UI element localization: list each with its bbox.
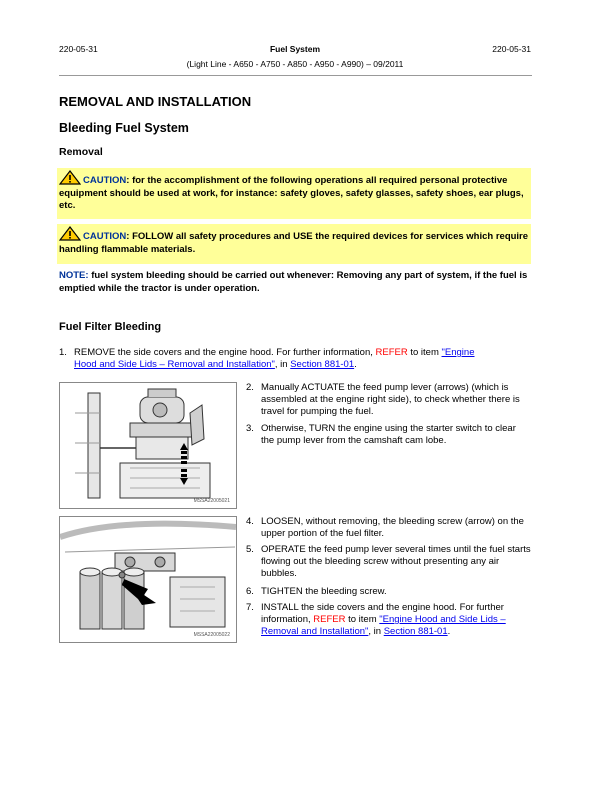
step-text-part: REMOVE the side covers and the engine hood. For further information, [74, 347, 376, 358]
note-label: NOTE: [59, 270, 89, 281]
step-text [74, 347, 534, 371]
step-text-part: , in [368, 626, 384, 637]
refer-keyword: REFER [375, 347, 408, 358]
step-text: TIGHTEN the bleeding screw. [261, 586, 387, 597]
caution-box-flammable [57, 224, 531, 264]
warning-triangle-icon [59, 170, 81, 185]
main-heading: REMOVAL AND INSTALLATION [59, 94, 252, 109]
section-881-01-link[interactable]: Section 881-01 [290, 359, 355, 370]
engine-hood-link[interactable]: "Engine [441, 347, 475, 358]
removal-heading: Removal [59, 146, 103, 158]
step-text-part: , in [274, 359, 291, 370]
step-number: 2. [246, 382, 254, 393]
step-number: 7. [246, 602, 254, 613]
header-divider [59, 75, 532, 76]
section-heading: Bleeding Fuel System [59, 121, 189, 135]
step-number: 3. [246, 423, 254, 434]
fuel-filter-illustration [60, 517, 236, 642]
header-subtitle: (Light Line - A650 - A750 - A850 - A950 - A990) – 09/2011 [186, 59, 404, 69]
step-text-part: . [354, 359, 357, 370]
step-text: OPERATE the feed pump lever several times until the fuel starts flowing out the bleeding screw without presenting any air bubbles. [261, 544, 531, 579]
header-left-code: 220-05-31 [59, 44, 98, 54]
step-text-part: . [447, 626, 451, 637]
section-881-01-link[interactable]: Section 881-01 [383, 626, 448, 637]
figure-code: MSSA22005021 [193, 498, 230, 504]
step-text-part: INSTALL the side covers and the engine hood. For further information, [261, 602, 504, 625]
step-number: 5. [246, 544, 254, 555]
step-text: Manually ACTUATE the feed pump lever (arrows) (which is assembled at the engine right side), to check whether there is travel for pumping the fuel. [261, 382, 520, 417]
note-paragraph [59, 270, 529, 295]
engine-hood-link[interactable]: "Engine Hood and Side Lids – Removal and Installation" [261, 614, 506, 637]
caution-text: : for the accomplishment of the following operations all required personal protective equipment should be used at work, for instance: safety gloves, safety glasses, safety shoes, ear plugs, etc. [59, 175, 524, 211]
step-text-part: to item [345, 614, 380, 625]
caution-text: : FOLLOW all safety procedures and USE the required devices for services which require handling flammable materials. [59, 231, 529, 255]
step-number: 4. [246, 516, 254, 527]
header-right-code: 220-05-31 [492, 44, 531, 54]
refer-keyword: REFER [313, 614, 346, 625]
warning-triangle-icon [59, 226, 81, 241]
caution-box-ppe [57, 168, 531, 219]
feed-pump-illustration [60, 383, 236, 508]
step-text [261, 602, 533, 638]
figure-bleeding-screw [59, 516, 237, 643]
step-text: LOOSEN, without removing, the bleeding screw (arrow) on the upper portion of the fuel filter. [261, 516, 524, 539]
step-text-part: to item [407, 347, 442, 358]
step-number: 1. [59, 347, 67, 358]
header-title: Fuel System [269, 44, 321, 54]
page-header [59, 44, 531, 69]
figure-feed-pump-lever [59, 382, 237, 509]
figure-code: MSSA22005022 [193, 632, 230, 638]
caution-label: CAUTION [83, 231, 127, 242]
step-text: Otherwise, TURN the engine using the starter switch to clear the pump lever from the camshaft cam lobe. [261, 423, 516, 446]
engine-hood-link[interactable]: Hood and Side Lids – Removal and Installation" [74, 359, 275, 370]
step-number: 6. [246, 586, 254, 597]
caution-label: CAUTION [83, 175, 127, 186]
note-text: fuel system bleeding should be carried out whenever: Removing any part of system, if the fuel is emptied while the tractor is under operation. [59, 270, 528, 294]
fuel-filter-bleeding-heading: Fuel Filter Bleeding [59, 321, 162, 333]
